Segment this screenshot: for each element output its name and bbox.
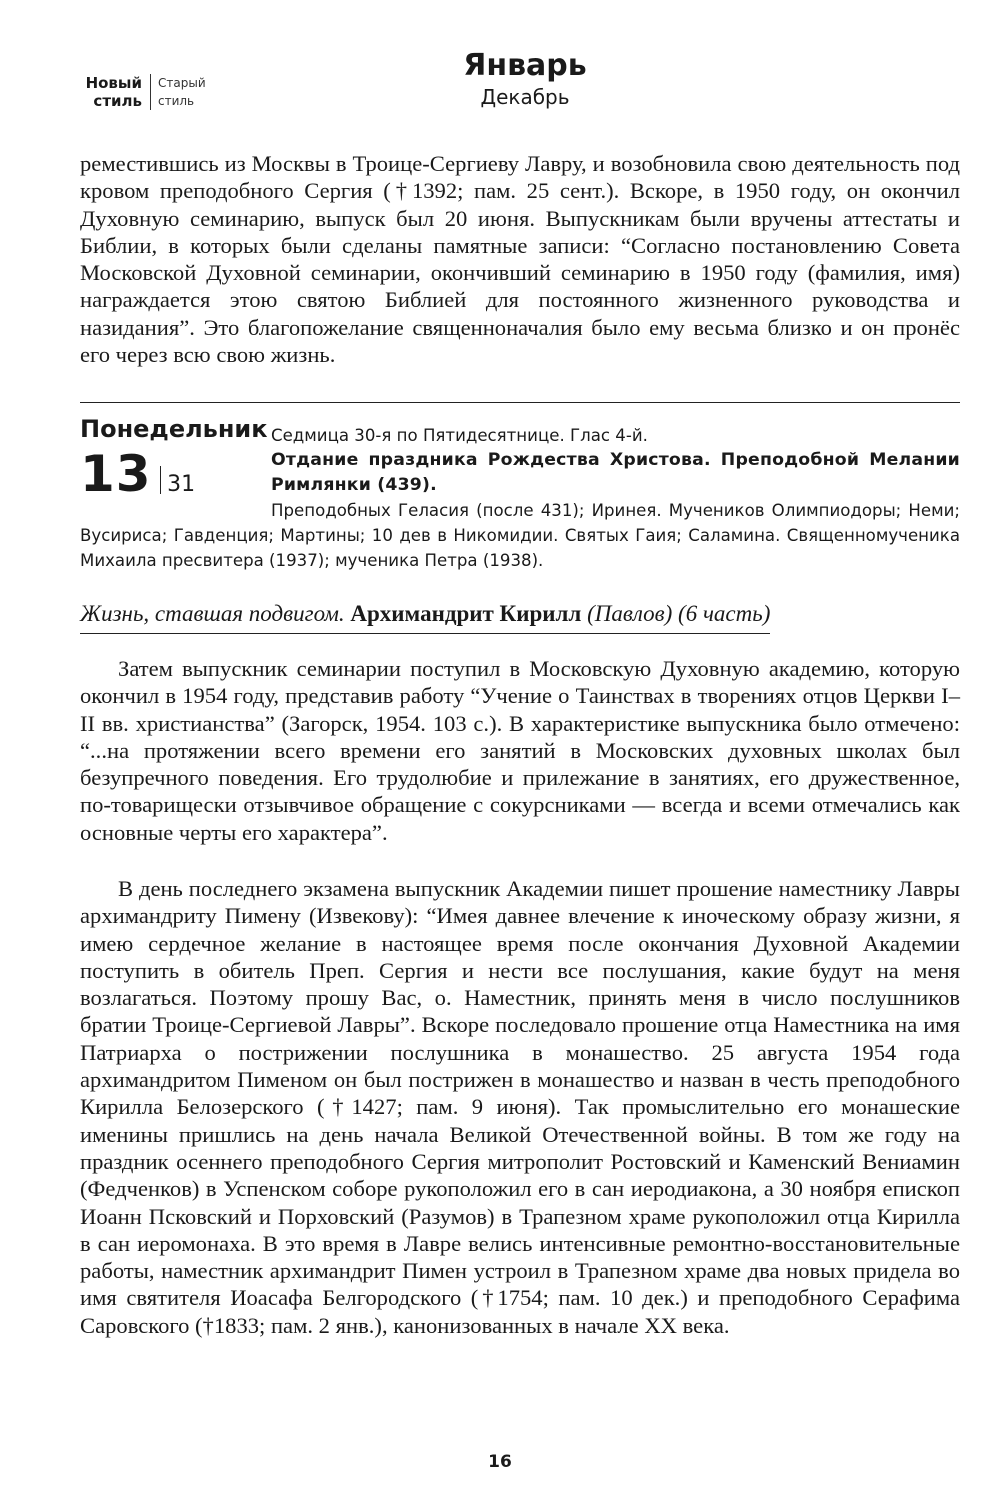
month-new-style: Январь [463,48,587,83]
new-style-suffix: стиль [93,92,142,110]
day-number-old: 31 [167,472,196,497]
body-paragraph: Затем выпускник семинарии поступил в Московскую Духовную академию, которую окончил в 1954 году, представив работу “Учение о Таинствах в творениях отцов Церкви I–II вв. христианства” (Загорск, 1954. 103 с.). В характеристике выпускника было отмечено: “...на протяжении всего времени его занятий в Московских духовных школах был безупречного поведения. Его трудолюбие и прилежание в занятиях, его дружественное, по-товарищески отзывчивое обращение с сокурсниками — всегда и всеми отмечались как основные черты его характера”. [80,656,960,845]
old-style-suffix: стиль [158,94,195,108]
page-number: 16 [488,1452,512,1472]
old-style-word: Старый [158,76,206,90]
new-style-word: Новый [85,74,142,92]
week-info: Седмица 30-я по Пятидесятнице. Глас 4-й. [271,426,648,445]
body-paragraph: В день последнего экзамена выпускник Академии пишет прошение наместнику Лавры архимандриту Пимену (Извекову): “Имея давнее влечение к иноческому образу жизни, я имею сердечное желание в настоящее время после окончания Духовной Академии поступить в обитель Преп. Сергия и нести все послушания, какие будут на меня возлагаться. Поэтому прошу Вас, о. Наместник, принять меня в число послушников братии Троице-Сергиевой Лавры”. Вскоре последовало прошение отца Наместника на имя Патриарха о пострижении послушника в монашество. 25 августа 1954 года архимандритом Пименом он был пострижен в монашество и назван в честь преподобного Кирилла Белозерского (†1427; пам. 9 июня). Так промыслительно его монашеские именины пришлись на день начала Великой Отечественной войны. В том же году на праздник осеннего преподобного Сергия митрополит Ростовский и Каменский Вениамин (Федченков) в Успенском соборе рукоположил его в сан иеродиакона, а 30 ноября епископ Иоанн Псковский и Порховский (Разумов) в Трапезном храме рукоположил отца Кирилла в сан иеромонаха. В это время в Лавре велись интенсивные ремонтно-восстановительные работы, наместник архимандрит Пимен устроил в Трапезном храме два новых придела во имя святителя Иоасафа Белгородского (†1754; пам. 10 дек.) и преподобного Серафима Саровского (†1833; пам. 2 янв.), канонизованных в начале XX века. [80,876,960,1338]
feast-info: Отдание праздника Рождества Христова. Преподобной Мелании Римлянки (439). [271,450,960,495]
day-number-new: 13 [80,445,152,503]
section-title [80,598,770,634]
month-old-style: Декабрь [480,85,570,109]
section-title-italic: Жизнь, ставшая подвигом. [80,601,345,626]
weekday-label: Понедельник [80,415,268,443]
section-title-suffix: (Павлов) (6 часть) [587,601,771,626]
day-divider [80,402,960,403]
intro-paragraph: реместившись из Москвы в Троице-Сергиеву Лавру, и возобновила свою деятельность под кровом преподобного Сергия (†1392; пам. 25 сент.). Вскоре, в 1950 году, он окончил Духовную семинарию, выпуск был 20 июня. Выпускникам были вручены аттестаты и Библии, в которых были сделаны памятные записи: “Согласно постановлению Совета Московской Духовной семинарии, окончивший семинарию в 1950 году (фамилия, имя) награждается этою святою Библией для постоянного жизненного руководства и назидания”. Это благопожелание священноначалия было ему весьма близко и он пронёс его через всю свою жизнь. [80,151,960,368]
month-header [0,48,1000,110]
saints-info: Преподобных Геласия (после 431); Иринея. Мучеников Олимпиодоры; Неми; Вусириса; Гавденция; Мартины; 10 дев в Никомидии. Святых Гаия; Саламина. Священномученика Михаила пресвитера (1937); мученика Петра (1938). [80,501,960,570]
section-title-name: Архимандрит Кирилл [350,601,582,626]
day-info [80,423,960,573]
